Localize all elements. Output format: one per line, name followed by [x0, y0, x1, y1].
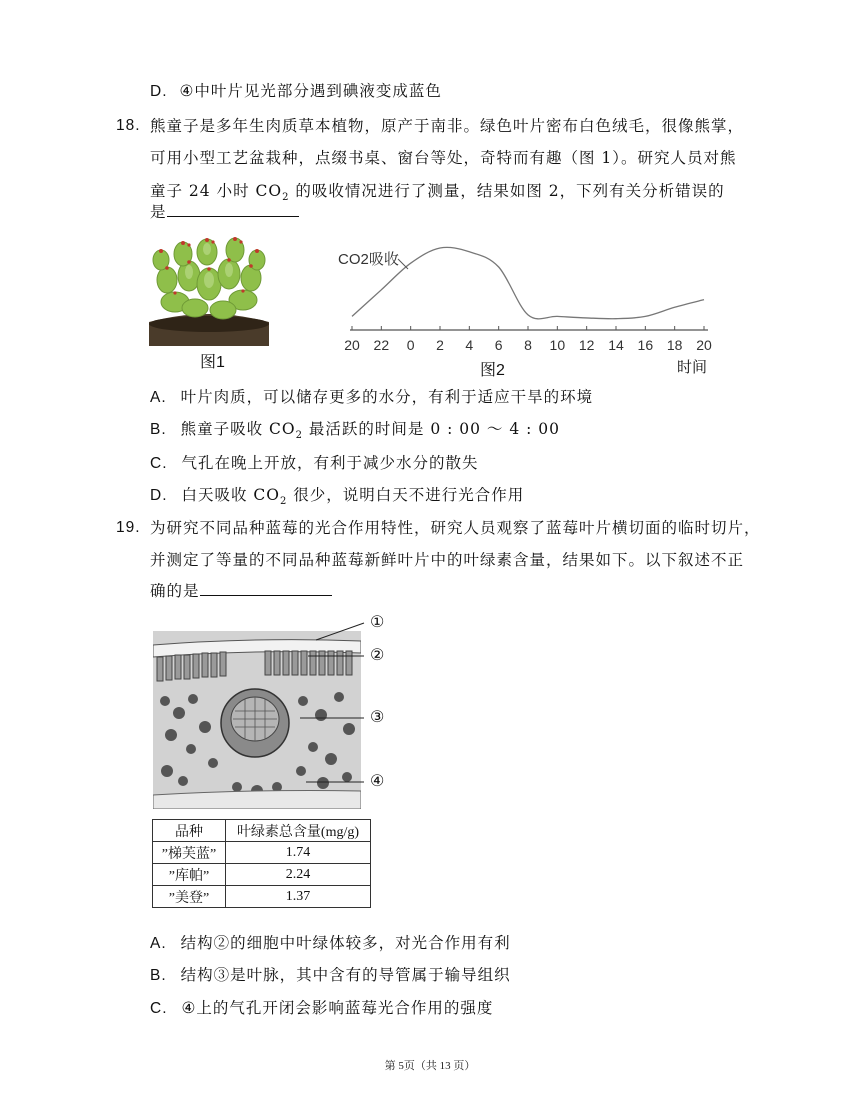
x-tick-label: 4 — [465, 337, 474, 353]
option-text: 熊童子吸收 CO — [180, 420, 296, 438]
q17-option-d — [150, 80, 442, 103]
option-text: 很少，说明白天不进行光合作用 — [287, 486, 525, 504]
table-cell: ”梯芙蓝” — [153, 842, 226, 864]
table-header: 叶绿素总含量(mg/g) — [226, 820, 371, 842]
table-row — [153, 886, 371, 908]
table-cell: 1.37 — [226, 886, 371, 908]
table-row — [153, 864, 371, 886]
x-tick-label: 22 — [373, 337, 390, 353]
x-tick-label: 18 — [666, 337, 683, 353]
answer-blank[interactable] — [200, 579, 332, 596]
table-cell: 2.24 — [226, 864, 371, 886]
x-tick-label: 12 — [578, 337, 595, 353]
option-text: 结构③是叶脉，其中含有的导管属于输导组织 — [180, 966, 511, 984]
option-text: 叶片肉质，可以储存更多的水分，有利于适应干旱的环境 — [180, 388, 594, 406]
label-1: ① — [370, 612, 385, 631]
option-a[interactable] — [150, 386, 593, 409]
question-stem-line: 可用小型工艺盆栽种，点缀书桌、窗台等处，奇特而有趣（图 1）。研究人员对熊 — [150, 149, 737, 167]
stem-text: 是 — [150, 203, 167, 221]
x-tick-label: 10 — [549, 337, 566, 353]
table-header: 品种 — [153, 820, 226, 842]
label-4: ④ — [370, 771, 385, 790]
option-letter: C. — [150, 455, 168, 472]
option-text: 结构②的细胞中叶绿体较多，对光合作用有利 — [180, 934, 511, 952]
option-letter: A. — [150, 389, 167, 406]
option-d[interactable] — [150, 484, 524, 513]
stem-text: 童子 24 小时 CO — [150, 182, 283, 200]
x-tick-label: 8 — [524, 337, 532, 353]
ylabel-pointer — [398, 259, 408, 269]
label-2: ② — [370, 645, 385, 664]
option-text: ④中叶片见光部分遇到碘液变成蓝色 — [179, 82, 442, 100]
option-text: 气孔在晚上开放，有利于减少水分的散失 — [181, 454, 479, 472]
x-axis-label: 时间 — [677, 359, 708, 376]
option-a[interactable] — [150, 932, 511, 955]
question-number: 19. — [116, 519, 141, 536]
option-text: 白天吸收 CO — [181, 486, 280, 504]
option-letter: D. — [150, 83, 168, 100]
table-row — [153, 842, 371, 864]
x-tick-label: 16 — [637, 337, 654, 353]
x-tick-label: 2 — [436, 337, 444, 353]
label-3: ③ — [370, 707, 385, 726]
option-letter: C. — [150, 1000, 168, 1017]
option-b[interactable] — [150, 964, 511, 987]
option-c[interactable] — [150, 997, 493, 1020]
x-tick-label: 6 — [494, 337, 503, 353]
question-stem-line: 并测定了等量的不同品种蓝莓新鲜叶片中的叶绿素含量，结果如下。以下叙述不正 — [150, 551, 745, 569]
x-tick-label: 0 — [406, 337, 415, 353]
series-line — [352, 247, 704, 319]
option-letter: B. — [150, 421, 167, 438]
table-cell: 1.74 — [226, 842, 371, 864]
chlorophyll-table — [152, 819, 371, 908]
table-cell: ”库帕” — [153, 864, 226, 886]
figure-1-caption: 图1 — [200, 354, 225, 371]
x-tick-label: 14 — [608, 337, 624, 353]
option-text: ④上的气孔开闭会影响蓝莓光合作用的强度 — [181, 999, 494, 1017]
option-text: 最活跃的时间是 0 : 00 ～ 4 : 00 — [302, 420, 560, 438]
figure-2-caption: 图2 — [480, 362, 505, 379]
x-tick-label: 20 — [696, 337, 712, 353]
option-b[interactable] — [150, 418, 560, 447]
table-cell: ”美登” — [153, 886, 226, 908]
subscript: 2 — [295, 430, 303, 442]
stem-text: 的吸收情况进行了测量，结果如图 2，下列有关分析错误的 — [289, 182, 725, 200]
question-stem-line: 为研究不同品种蓝莓的光合作用特性，研究人员观察了蓝莓叶片横切面的临时切片， — [150, 519, 761, 537]
label-pointers — [300, 612, 400, 792]
question-stem-line — [150, 200, 299, 223]
option-letter: B. — [150, 967, 167, 984]
page-footer: 第 5页（共 13 页） — [384, 1060, 476, 1072]
stem-text: 确的是 — [150, 582, 200, 600]
question-stem-line: 熊童子是多年生肉质草本植物，原产于南非。绿色叶片密布白色绒毛，很像熊掌， — [150, 117, 745, 135]
subscript: 2 — [282, 192, 290, 204]
figure-1-plant-photo — [145, 236, 273, 346]
x-tick-label: 20 — [344, 337, 360, 353]
table-header-row — [153, 820, 371, 842]
figure-2-chart — [330, 238, 720, 378]
option-letter: D. — [150, 487, 168, 504]
subscript: 2 — [279, 496, 288, 508]
answer-blank[interactable] — [167, 200, 299, 217]
option-c[interactable] — [150, 452, 478, 475]
option-letter: A. — [150, 935, 167, 952]
question-number: 18. — [116, 117, 141, 134]
y-axis-label: CO2吸收 — [338, 251, 399, 268]
question-stem-line — [150, 579, 332, 602]
